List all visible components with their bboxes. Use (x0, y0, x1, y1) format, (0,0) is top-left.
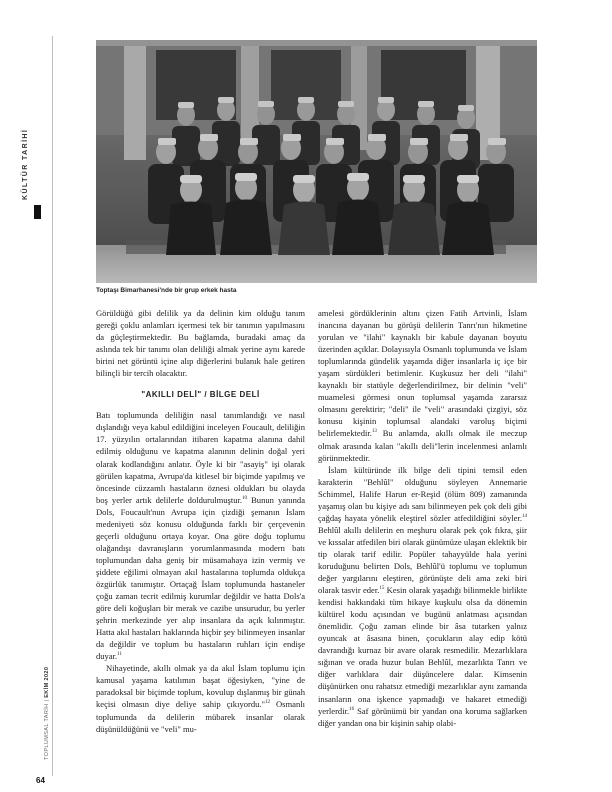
paragraph (96, 409, 305, 662)
footnote-ref: 13 (371, 429, 377, 435)
footnote-ref: 11 (117, 652, 122, 658)
journal-label: TOPLUMSAL TARİH | EKİM 2020 (44, 666, 50, 760)
paragraph (96, 662, 305, 734)
paragraph-text: Nihayetinde, akıllı olmak ya da akıl İslam toplumu için kamusal yaşama katılımın başat öğesiyken, "yine de paradoksal bir biçimde toplum, kovulup dışlanmış bir günah keçisi olmasın diye deliye sahip çıkıyordu." (96, 663, 305, 710)
paragraph-text: Bunun yanında Dols, Foucault'nun Avrupa için çizdiği şemanın İslam medeniyeti söz konusu olduğunda farklı bir çerçevenin geçerli olduğunu ortaya koyar. Ona göre doğu toplumu olağandışı davranışların yorumlanmasında modern batı toplumundan daha geniş bir müsamahaya izin vermiş ve şiddete eğilimi olmayan akıl hastalarına toplumda oldukça özgürlük tanımıştır. Ortaçağ İslam toplumunda hastaneler çoğu zaman tecrit edilmiş kurumlar değildir ve hatta Dols'a göre deli koğuşları bir merak ve cazibe unsurudur, bu yerler şehrin merkezinde yer alıp insanlara da açık kılınmıştır. Hatta akıl hastaları haklarında hiçbir şey bilinmeyen insanlar da değildir ve toplum bu hastaların ruhları için endişe duyar. (96, 494, 305, 662)
page-number: 64 (36, 776, 45, 785)
paragraph-text: Osmanlı toplumunda da delilerin mübarek insanlar olarak düşünüldüğünü ve "veli" mu- (96, 699, 305, 734)
footnote-ref: 10 (242, 495, 248, 501)
footnote-ref: 15 (379, 586, 385, 592)
section-heading: "AKILLI DELİ" / BİLGE DELİ (141, 390, 260, 400)
journal-issue: EKİM 2020 (44, 666, 50, 698)
section-label: KÜLTÜR TARİHİ (22, 128, 29, 200)
paragraph-text: Saf görünümü bir yandan ona koruma sağlarken diğer yandan ona bir kişinin sahip olabi- (318, 705, 527, 728)
historical-photo (96, 40, 537, 283)
paragraph-text: Behlûl akıllı delilerin en meşhuru olarak pek çok fıkra, şiir ve kıssalar atfedilen biri olarak günümüze ulaşan eklektik bir tip olarak tarif edilir. Popüler tahayyülde hala yerini koruduğunu belirten Dols, Behlûl'ü toplumu ve toplumun değer yargılarını eleştiren, görünüşte deli ama zeki biri olarak tasvir eder. (318, 524, 527, 596)
paragraph-text: amelesi gördüklerinin altını çizen Fatih Artvinli, İslam inancına dayanan bu görüşü delilerin Tanrı'nın hikmetine yorulan ve "ilahi" kaynaklı bir kabule dayanan boyutu üzerinden açıklar. Dolayısıyla Osmanlı toplumunda ve İslam toplumlarında gündelik yaşamda diğer insanlarla iç içe bir yaşam sürdükleri betimlenir. Kuşkusuz her deli "ilahi" kaynaklı bir statüyle değerlendirilmez, bir delinin "veli" muamelesi görmesi onun toplumsal yaşamda zararsız olmasını gerektirir; "deli" ile "veli" arasındaki çizgiyi, söz konusu kişinin toplumsal alandaki varoluş biçimi belirlemektedir. (318, 308, 527, 439)
paragraph-text: Batı toplumunda deliliğin nasıl tanımlandığı ve nasıl dışlandığı veya kabul edildiğini inceleyen Foucault, deliliğin 17. yüzyılın ortalarından itibaren kapatma alanına dahil edilmiş olduğunu ve kapatma alanının delinin doğal yeri olarak kodlandığını anlatır. Öyle ki bir "asayiş" işi olarak görülen kapatma, Avrupa'da kitlesel bir biçimde yapılmış ve öncesinde cüzzamlı hastaların öznesi oldukları bu olayda boş yerler artık delilerle doldurulmuştur. (96, 410, 305, 505)
paragraph-text: İslam kültüründe ilk bilge deli tipini temsil eden karakterin "Behlûl" olduğunu söyleyen Annemarie Schimmel, Halife Harun er-Reşid (ölüm 809) zamanında yaşamış olan bu kişiye adı sanı bilinmeyen pek çok deli gibi çağdaş hayata yönelik eleştirel sözler atfedildiğini söyler. (318, 464, 527, 523)
journal-name: TOPLUMSAL TARİH (44, 703, 50, 760)
paragraph-text: Bu anlamda, akıllı olmak ile meczup olmak arasında kalan "akıllı deli"lerin incelenmesi anlamlı görünmektedir. (318, 428, 527, 463)
footnote-ref: 14 (522, 513, 527, 519)
footnote-ref: 16 (349, 706, 355, 712)
footnote-ref: 12 (265, 700, 271, 706)
paragraph (318, 464, 527, 729)
sidebar-divider (52, 36, 53, 776)
section-marker (34, 205, 41, 219)
right-column (318, 307, 527, 729)
paragraph: Görüldüğü gibi delilik ya da delinin kim olduğu tanım gereği çoklu anlamları içermesi tek bir tanımın yapılmasını da güçleştirmektedir. Bu bağlamda, buradaki amaç da aslında tek bir tanımı olan deliliği almak yerine aynı karede birini net görüntü içine alıp diğerlerini bulanık hale getiren bilinçli bir tercih olacaktır. (96, 308, 305, 379)
photo-caption: Toptaşı Bimarhanesi'nde bir grup erkek hasta (96, 287, 237, 294)
paragraph-text: Kesin olarak yaşadığı bilinmekle birlikte kendisi hakkındaki tüm hikaye kuşkulu olsa da dönemin kültürel kodu açısından ve bugünü anlatması açısından önemlidir. Çoğu zaman elinde bir âsa tutarken yalnız oyuncak at âsasına binen, çocukların alay edip kötü davrandığı kurnaz bir avare olarak resmedilir. Mezarlıklara sığınan ve orada huzur bulan Behlûl, mezarlıkta Tanrı ve diğer varlıklara dair düşüncelere dalar. Kimsenin düşünürken onu rahatsız etmediği mezarlıklar aynı zamanda insanların ona işkence yapmadığı ve hakaret etmediği yerlerdir. (318, 585, 527, 716)
photo-drawing (96, 40, 537, 283)
paragraph (318, 307, 527, 464)
left-column (96, 307, 305, 735)
